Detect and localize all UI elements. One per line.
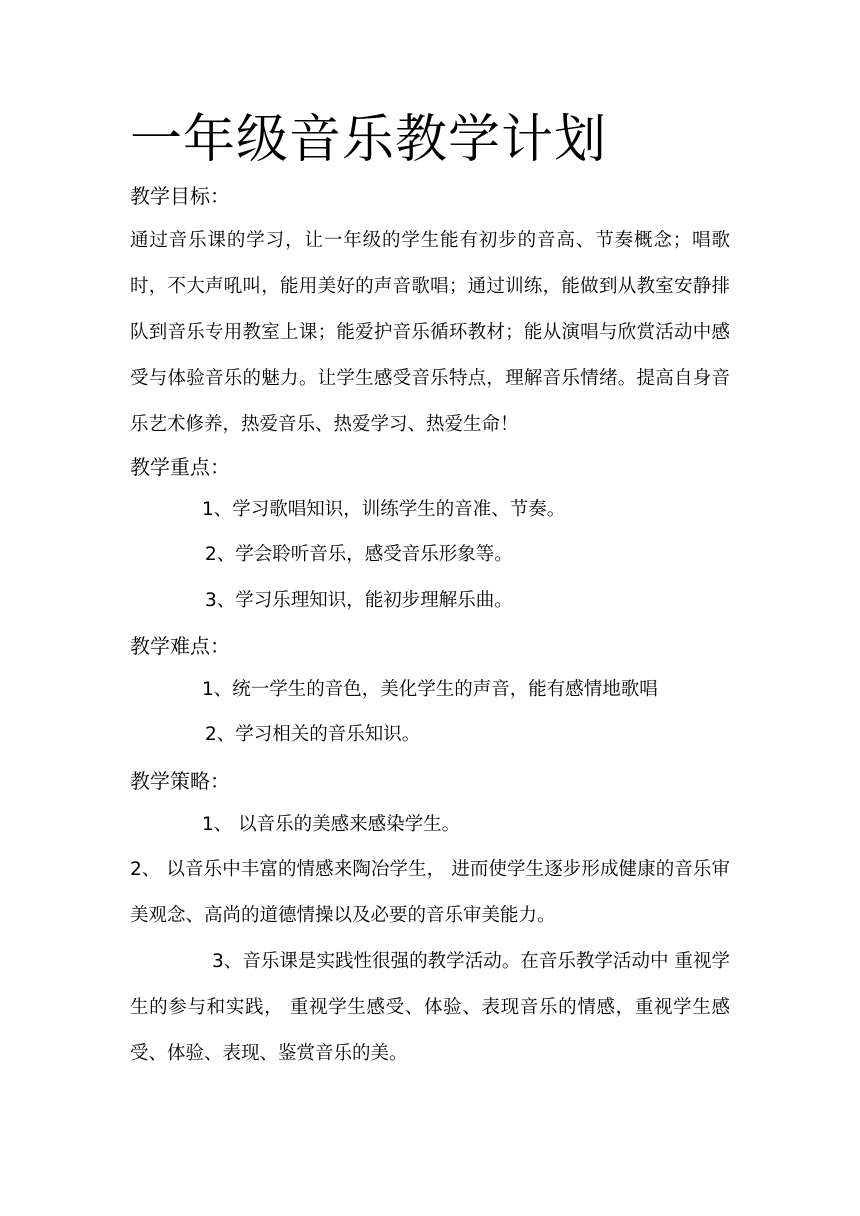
goals-paragraph: 通过音乐课的学习，让一年级的学生能有初步的音高、节奏概念；唱歌时，不大声吼叫，能用美好的声音歌唱；通过训练，能做到从教室安静排队到音乐专用教室上课；能爱护音乐循环教材；能从演唱与欣赏活动中感受与体验音乐的魅力。让学生感受音乐特点，理解音乐情绪。提高自身音乐艺术修养，热爱音乐、热爱学习、热爱生命！ <box>130 230 730 435</box>
goals-heading: 教学目标： <box>130 184 230 208</box>
strategies-heading: 教学策略： <box>130 769 230 793</box>
item-number: 2 <box>130 859 142 880</box>
key-point-item-1 <box>202 496 565 524</box>
strategy-item-3 <box>130 939 730 1077</box>
difficulty-item-1 <box>202 676 658 704</box>
item-number: 3 <box>212 951 224 972</box>
item-number: 3 <box>205 590 217 611</box>
item-text: 、 以音乐中丰富的情感来陶冶学生， 进而使学生逐步形成健康的音乐审美观念、高尚的道德情操以及必要的音乐审美能力。 <box>130 859 730 926</box>
key-point-item-2 <box>205 541 513 569</box>
item-number: 1 <box>202 814 214 835</box>
difficulties-heading: 教学难点： <box>130 634 230 658</box>
item-number: 1 <box>202 679 214 700</box>
item-text: 、学习相关的音乐知识。 <box>216 724 421 745</box>
item-number: 2 <box>205 544 217 565</box>
key-point-item-3 <box>205 587 513 615</box>
strategy-item-2 <box>130 847 730 939</box>
strategy-item-1 <box>202 811 460 839</box>
document-title: 一年级音乐教学计划 <box>130 110 608 170</box>
item-number: 2 <box>205 724 217 745</box>
item-text: 、学会聆听音乐，感受音乐形象等。 <box>216 544 513 565</box>
item-number: 1 <box>202 499 214 520</box>
item-text: 、 以音乐的美感来感染学生。 <box>213 814 461 835</box>
item-text: 、音乐课是实践性很强的教学活动。在音乐教学活动中 重视学生的参与和实践， 重视学生感受、体验、表现音乐的情感，重视学生感受、体验、表现、鉴赏音乐的美。 <box>130 951 730 1064</box>
difficulty-item-2 <box>205 721 420 749</box>
item-text: 、学习歌唱知识，训练学生的音准、节奏。 <box>213 499 566 520</box>
key-points-heading: 教学重点： <box>130 455 230 479</box>
item-text: 、统一学生的音色，美化学生的声音，能有感情地歌唱 <box>213 679 658 700</box>
item-text: 、学习乐理知识，能初步理解乐曲。 <box>216 590 513 611</box>
